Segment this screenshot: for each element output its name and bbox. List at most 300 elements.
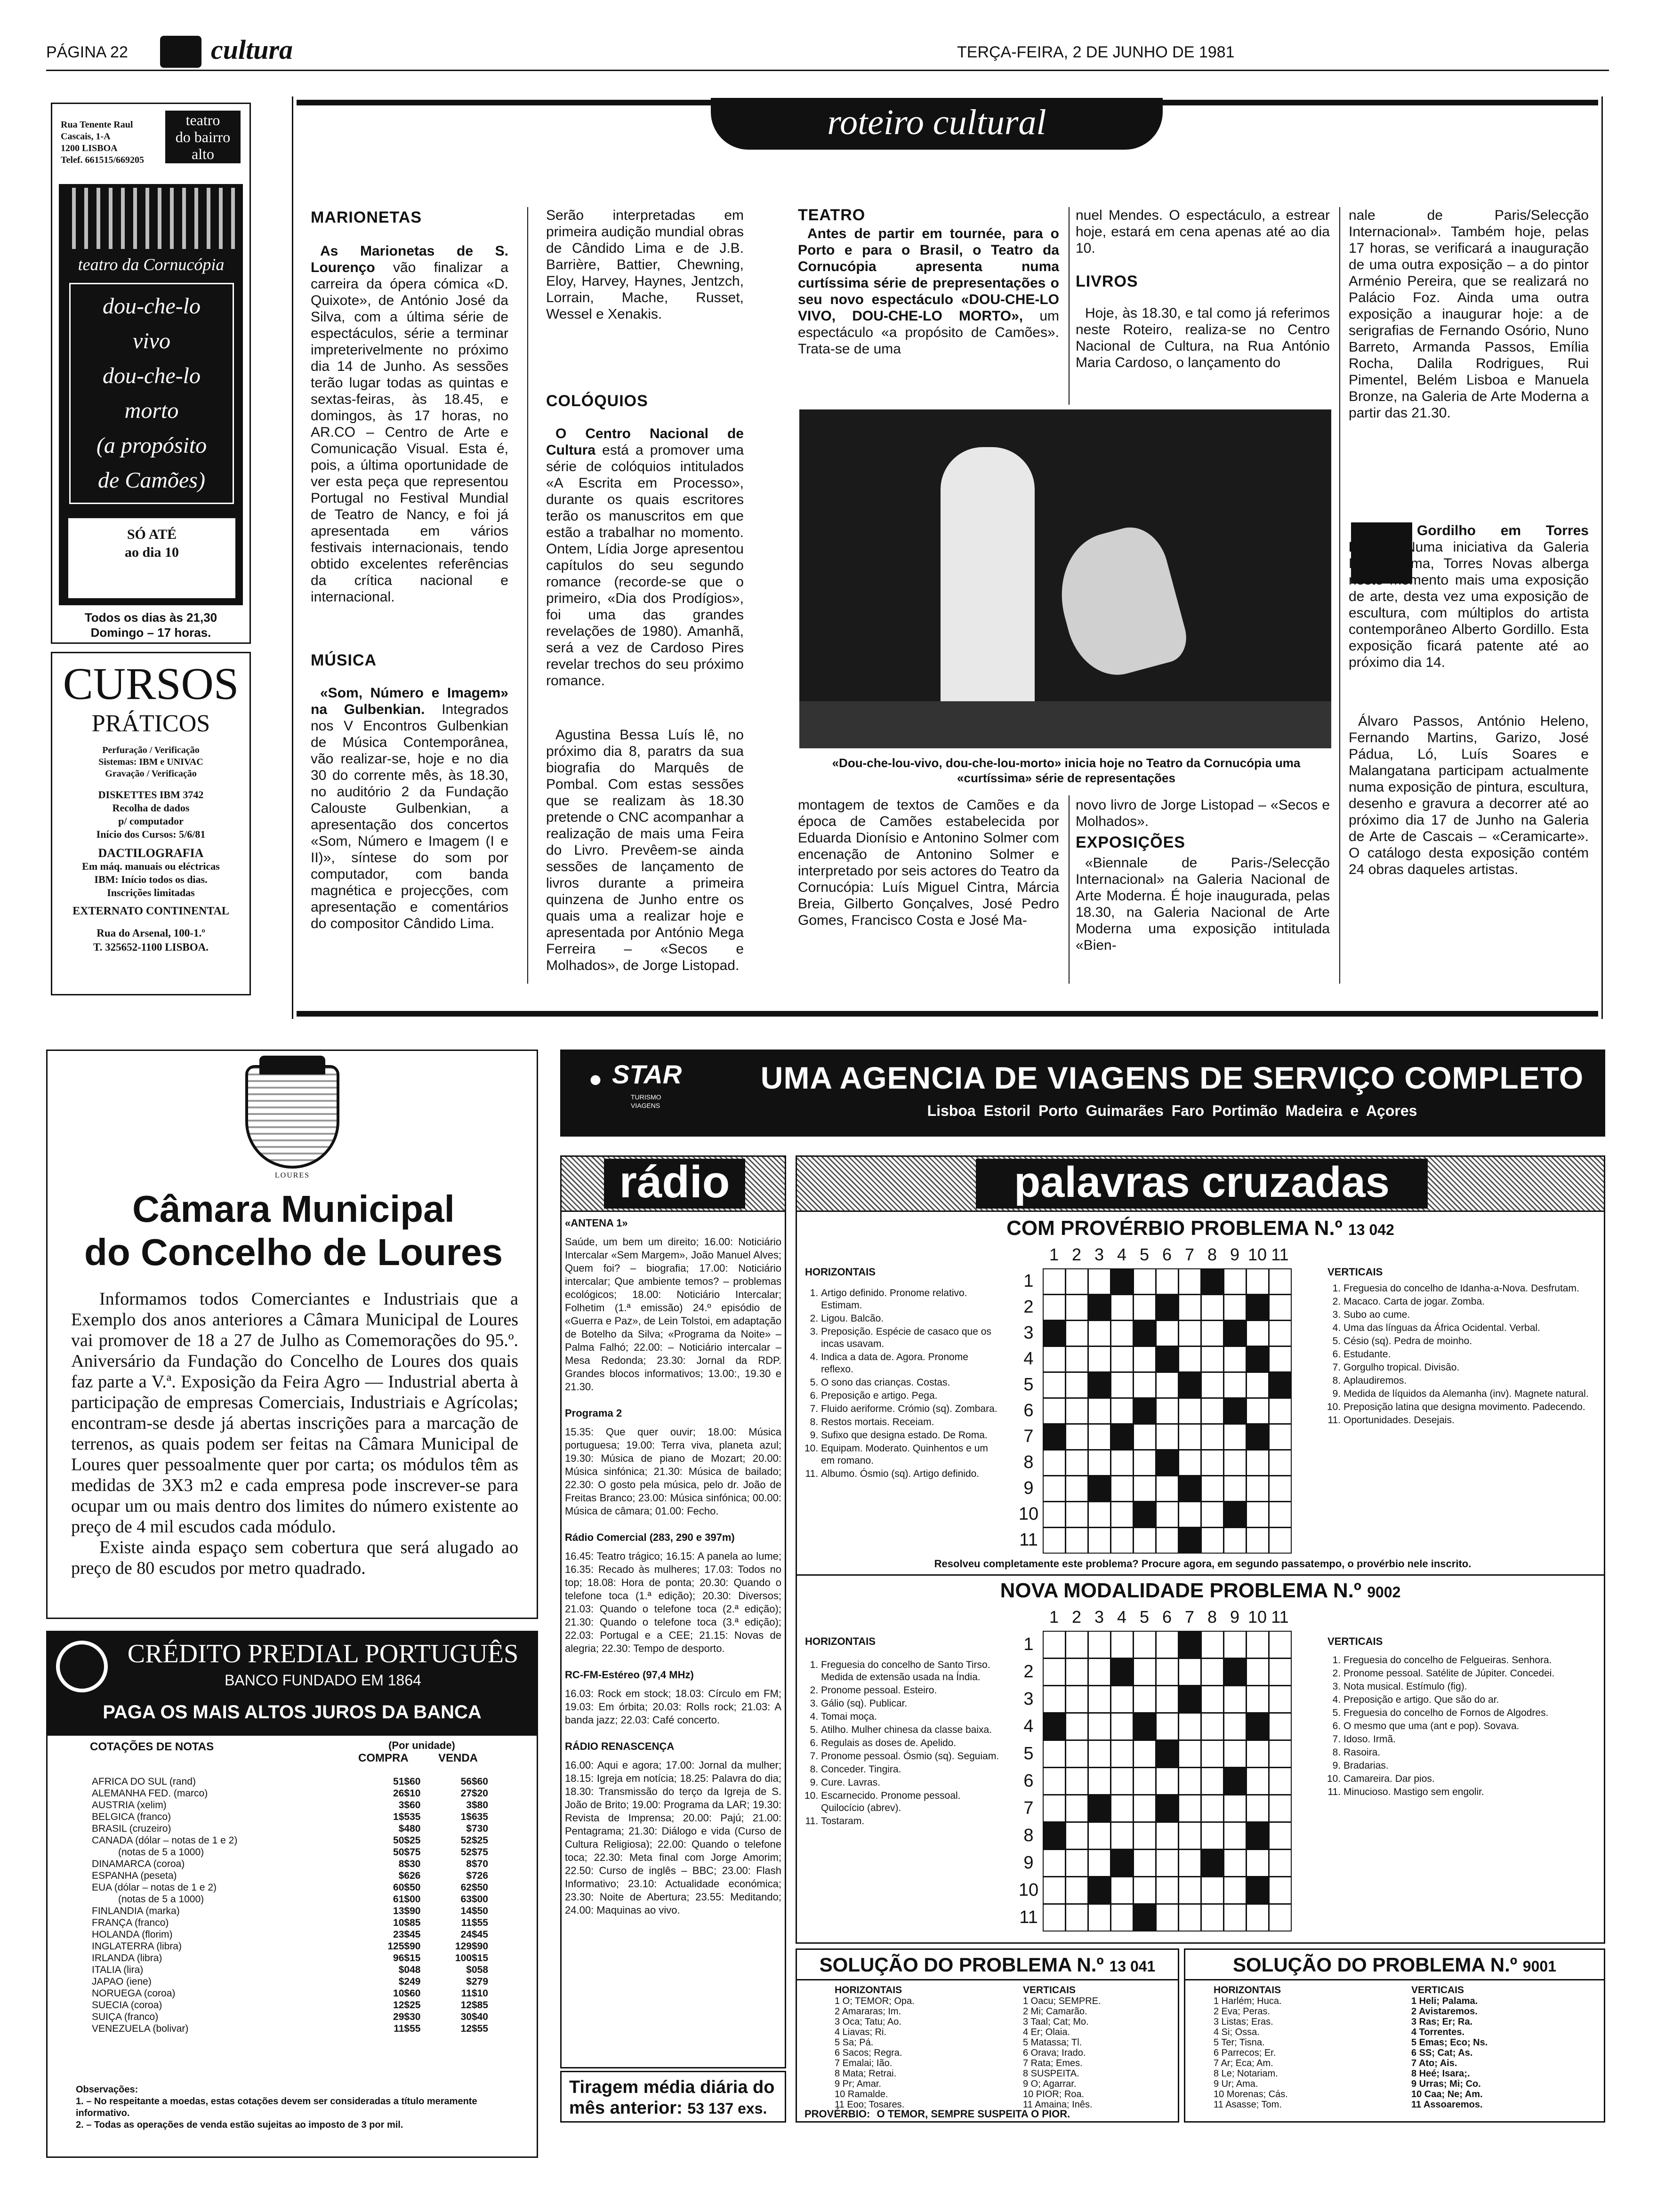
grid-cell (1065, 1450, 1088, 1476)
grid-cell (1043, 1713, 1066, 1740)
grid-cell (1088, 1876, 1111, 1904)
clue-item: 1. Freguesia do concelho de Idanha-a-Nova. Desfrutam. (1343, 1282, 1591, 1295)
solution-line: 10 Morenas; Cás. (1214, 2089, 1288, 2100)
problem1-verticais-title: VERTICAIS (1327, 1266, 1383, 1278)
clue-item: 8. Restos mortais. Receiam. (821, 1416, 1003, 1428)
grid-cell (1223, 1631, 1247, 1659)
grid-cell (1065, 1372, 1088, 1398)
grid-cell (1110, 1398, 1134, 1424)
grid-col-number: 6 (1162, 1245, 1172, 1264)
grid-cell (1133, 1740, 1156, 1768)
clue-item: 7. Pronome pessoal. Ósmio (sq). Seguiam. (821, 1750, 1003, 1763)
grid-cell (1223, 1294, 1247, 1321)
grid-col-number: 10 (1247, 1607, 1267, 1627)
rate-row: CANADA (dólar – notas de 1 e 2) 50$25 52$25 (92, 1835, 488, 1846)
grid-row-number: 3 (1023, 1689, 1034, 1709)
problem2-verticais-title: VERTICAIS (1327, 1635, 1383, 1647)
grid-cell (1223, 1876, 1247, 1904)
grid-col-number: 2 (1071, 1607, 1082, 1627)
solution-line: 3 Taal; Cat; Mo. (1023, 2017, 1089, 2027)
grid-cell (1156, 1876, 1179, 1904)
loures-ad (46, 1050, 538, 1619)
grid-cell (1133, 1450, 1156, 1476)
solution-line: 4 Si; Ossa. (1214, 2027, 1260, 2037)
grid-cell (1088, 1346, 1111, 1372)
clue-item: 4. Tomai moça. (821, 1711, 1003, 1723)
clue-item: 10. Preposição latina que designa movimento. Padecendo. (1343, 1401, 1591, 1413)
rate-row: SUIÇA (franco) 29$30 30$40 (92, 2012, 488, 2022)
grid-cell (1269, 1767, 1292, 1795)
clue-item: 2. Pronome pessoal. Satélite de Júpiter. Concedei. (1343, 1667, 1591, 1680)
grid-cell (1088, 1294, 1111, 1321)
grid-cell (1223, 1904, 1247, 1931)
grid-col-number: 8 (1207, 1245, 1217, 1264)
clue-item: 5. Césio (sq). Pedra de moinho. (1343, 1335, 1591, 1347)
grid-cell (1088, 1795, 1111, 1822)
rate-row: (notas de 5 a 1000) 61$00 63$00 (118, 1894, 488, 1905)
photo-caption: «Dou-che-lou-vivo, dou-che-lou-morto» inicia hoje no Teatro da Cornucópia uma «curtíssima» série de representações (832, 756, 1301, 785)
grid-cell (1269, 1631, 1292, 1659)
solution1-title: SOLUÇÃO DO PROBLEMA N.º 13 041 (819, 1954, 1156, 1976)
grid-cell (1201, 1320, 1224, 1346)
grid-cell (1065, 1767, 1088, 1795)
grid-cell (1178, 1767, 1201, 1795)
grid-cell (1223, 1268, 1247, 1295)
page-header (46, 33, 1609, 71)
grid-cell (1156, 1713, 1179, 1740)
grid-cell (1043, 1450, 1066, 1476)
grid-cell (1043, 1346, 1066, 1372)
school-name: EXTERNATO CONTINENTAL (72, 905, 229, 917)
grid-cell (1223, 1849, 1247, 1877)
cursos-subtitle: PRÁTICOS (91, 710, 210, 737)
grid-cell (1223, 1767, 1247, 1795)
grid-cell (1269, 1822, 1292, 1850)
grid-cell (1178, 1631, 1201, 1659)
grid-cell (1201, 1475, 1224, 1502)
grid-cell (1088, 1372, 1111, 1398)
grid-cell (1269, 1398, 1292, 1424)
rate-row: BELGICA (franco) 1$535 1$635 (92, 1811, 488, 1822)
grid-cell (1110, 1424, 1134, 1450)
page-date: TERÇA-FEIRA, 2 DE JUNHO DE 1981 (957, 43, 1235, 61)
grid-cell (1269, 1268, 1292, 1295)
grid-cell (1246, 1767, 1269, 1795)
grid-cell (1043, 1685, 1066, 1713)
grid-cell (1246, 1372, 1269, 1398)
roteiro-col-4b: novo livro de Jorge Listopad – «Secos e Molhados». EXPOSIÇÕES «Biennale de Paris-/Selecção Internacional» na Galeria Nacional de Arte Moderna. É hoje inaugurada, pelas 18.30, na Galeria Nacional de Arte Moderna uma exposição intitulada «Bien- (1076, 797, 1330, 953)
grid-cell (1043, 1767, 1066, 1795)
grid-cell (1223, 1685, 1247, 1713)
rate-row: VENEZUELA (bolivar) 11$55 12$55 (92, 2023, 488, 2034)
grid-cell (1110, 1320, 1134, 1346)
grid-cell (1110, 1501, 1134, 1528)
solution-line: 5 Sa; Pá. (835, 2037, 874, 2048)
grid-cell (1133, 1527, 1156, 1554)
grid-cell (1246, 1501, 1269, 1528)
grid-cell (1133, 1822, 1156, 1850)
solution-line: 1 Oacu; SEMPRE. (1023, 1996, 1101, 2006)
grid-cell (1110, 1268, 1134, 1295)
clue-item: 10. Escarnecido. Pronome pessoal. Quilocício (abrev). (821, 1790, 1003, 1814)
grid-cell (1043, 1475, 1066, 1502)
grid-cell (1133, 1501, 1156, 1528)
solution-line: 8 Mata; Retrai. (835, 2068, 897, 2079)
grid-cell (1043, 1320, 1066, 1346)
solution-line: 5 Ter; Tisna. (1214, 2037, 1265, 2048)
grid-cell (1065, 1904, 1088, 1931)
header-rule (46, 70, 1609, 71)
grid-cell (1043, 1424, 1066, 1450)
grid-cell (1110, 1685, 1134, 1713)
rate-row: DINAMARCA (coroa) 8$30 8$70 (92, 1859, 488, 1869)
crest-crown-icon (259, 1056, 325, 1074)
grid-cell (1246, 1658, 1269, 1686)
problem1-row-numbers (1017, 1268, 1040, 1556)
solution-line: 3 Ras; Er; Ra. (1411, 2017, 1473, 2027)
solution-line: 11 Amaina; Inês. (1023, 2100, 1093, 2110)
clue-item: 11. Tostaram. (821, 1815, 1003, 1827)
grid-cell (1156, 1372, 1179, 1398)
grid-cell (1088, 1268, 1111, 1295)
grid-cell (1178, 1904, 1201, 1931)
grid-cell (1110, 1372, 1134, 1398)
clue-item: 3. Gálio (sq). Publicar. (821, 1698, 1003, 1710)
grid-cell (1156, 1346, 1179, 1372)
grid-col-number: 4 (1117, 1607, 1127, 1627)
grid-cell (1133, 1849, 1156, 1877)
theatre-photo (799, 409, 1331, 748)
clue-item: 5. Freguesia do concelho de Fornos de Algodres. (1343, 1707, 1591, 1719)
rate-row: IRLANDA (libra) 96$15 100$15 (92, 1953, 488, 1964)
solution2-box: SOLUÇÃO DO PROBLEMA N.º 9001 HORIZONTAIS VERTICAIS 1 Harlém; Huca. 2 Eva; Peras. 3 Listas; Eras. 4 Si; Ossa. 5 Ter; Tisna. 6 Parrecos; Er. 7 Ar; Eca; Am. 8 Le; Notariam. 9 Ur; Ama. 10 Morenas; Cás. 11 Asasse; Tom. 1 Heli; Palama. 2 Avistaremos. 3 Ras; Er; Ra. 4 Torrentes. 5 Emas; Eco; Ns. 6 SS; Cat; As. 7 Ato; Ais. 8 Heé; Isara;. 9 Urras; Mi; Co. 10 Caa; Ne; Am. 11 Assoaremos. (1184, 1948, 1605, 2123)
problem2-col-numbers (1043, 1607, 1292, 1628)
solution-line: 1 Heli; Palama. (1411, 1996, 1478, 2006)
grid-cell (1133, 1685, 1156, 1713)
grid-cell (1065, 1346, 1088, 1372)
solution-line: 2 Amararas; Im. (835, 2006, 901, 2017)
grid-cell (1065, 1501, 1088, 1528)
grid-cell (1201, 1631, 1224, 1659)
grid-cell (1043, 1398, 1066, 1424)
grid-row-number: 2 (1023, 1297, 1034, 1317)
clue-item: 1. Freguesia do concelho de Felgueiras. Senhora. (1343, 1654, 1591, 1667)
grid-cell (1088, 1767, 1111, 1795)
grid-cell (1201, 1501, 1224, 1528)
grid-cell (1065, 1713, 1088, 1740)
grid-cell (1223, 1450, 1247, 1476)
grid-row-number: 10 (1018, 1504, 1039, 1524)
clue-item: 8. Rasoira. (1343, 1747, 1591, 1759)
grid-cell (1043, 1631, 1066, 1659)
grid-cell (1246, 1795, 1269, 1822)
rates-title: COTAÇÕES DE NOTAS (90, 1740, 214, 1753)
grid-cell (1065, 1424, 1088, 1450)
grid-cell (1110, 1475, 1134, 1502)
grid-row-number: 4 (1023, 1349, 1034, 1369)
clue-item: 9. Sufixo que designa estado. De Roma. (821, 1429, 1003, 1442)
grid-cell (1043, 1527, 1066, 1554)
grid-row-number: 11 (1019, 1530, 1038, 1550)
clue-item: 3. Preposição. Espécie de casaco que os incas usavam. (821, 1326, 1003, 1350)
solution-line: 6 Sacos; Regra. (835, 2048, 902, 2058)
grid-cell (1246, 1294, 1269, 1321)
star-brand: STAR (612, 1059, 682, 1089)
solution-line: 7 Rata; Emes. (1023, 2058, 1083, 2068)
clue-item: 8. Conceder. Tingira. (821, 1763, 1003, 1776)
section-logo-icon (160, 36, 201, 68)
grid-cell (1223, 1424, 1247, 1450)
photo-figure-right (1046, 520, 1192, 685)
solution-line: 8 SUSPEITA. (1023, 2068, 1079, 2079)
grid-col-number: 1 (1049, 1607, 1059, 1627)
problem1-horizontais-title: HORIZONTAIS (805, 1266, 876, 1278)
theatre-dates: SÓ ATÉ ao dia 10 (68, 518, 235, 598)
solution-line: 6 SS; Cat; As. (1411, 2048, 1473, 2058)
solution-line: 1 O; TEMOR; Opa. (835, 1996, 915, 2006)
solution1-box: SOLUÇÃO DO PROBLEMA N.º 13 041 HORIZONTAIS VERTICAIS 1 O; TEMOR; Opa. 2 Amararas; Im. 3 Oca; Tatu; Ao. 4 Liavas; Ri. 5 Sa; Pá. 6 Sacos; Regra. 7 Emalai; Ião. 8 Mata; Retrai. 9 Pr; Amar. 10 Ramalde. 11 Eoo; Tosares. 1 Oacu; SEMPRE. 2 Mi; Camarão. 3 Taal; Cat; Mo. 4 Er; Olaia. 5 Matassa; Tl. 6 Orava; Irado. 7 Rata; Emes. 8 SUSPEITA. 9 O; Agarrar. 10 PIOR; Roa. 11 Amaina; Inês. PROVÉRBIO: O TEMOR, SEMPRE SUSPEITA O PIOR. (796, 1948, 1179, 2123)
grid-cell (1178, 1527, 1201, 1554)
grid-cell (1043, 1658, 1066, 1686)
clue-item: 2. Macaco. Carta de jogar. Zomba. (1343, 1296, 1591, 1308)
crest-label: LOURES (274, 1171, 310, 1179)
grid-cell (1133, 1372, 1156, 1398)
clue-item: 7. Idoso. Irmã. (1343, 1733, 1591, 1746)
grid-col-number: 9 (1230, 1245, 1240, 1264)
grid-cell (1269, 1904, 1292, 1931)
grid-col-number: 7 (1184, 1607, 1195, 1627)
problem2-grid (1043, 1631, 1292, 1931)
theatre-times: Todos os dias às 21,30 Domingo – 17 horas. (84, 610, 217, 640)
grid-row-number: 1 (1023, 1635, 1034, 1654)
grid-col-number: 2 (1071, 1245, 1082, 1264)
grid-cell (1156, 1501, 1179, 1528)
grid-cell (1223, 1795, 1247, 1822)
grid-row-number: 7 (1023, 1427, 1034, 1446)
grid-cell (1178, 1294, 1201, 1321)
credito-ad (46, 1631, 538, 2158)
grid-cell (1156, 1822, 1179, 1850)
grid-cell (1246, 1876, 1269, 1904)
radio-listings: «ANTENA 1» Saúde, um bem um direito; 16.00: Noticiário Intercalar «Sem Margem», João Manuel Alves; Quem foi? – biografia; 17.00: Noticiário intercalar; Que ambiente temos? – problemas ecológicos; 18.00: Noticiário Intercalar; Folhetim (1.ª emissão) 24.º episódio de «Guerra e Paz», de Lein Tolstoi, em adaptação de Botelho da Silva; «Programa da Noite» – Palma Falhó; 22.00: – Noticiário intercalar – Mesa Redonda; 23.30: Jornal da RDP. Grandes blocos informativos; 13.00:, 19.30 e 21.30. Programa 2 15.35: Que quer ouvir; 18.00: Música portuguesa; 19.00: Terra viva, planeta azul; 19.30: Música de piano de Mozart; 20.00: Música sinfónica; 21.30: Música de bailado; 22.30: O gosto pela música, pelo dr. João de Freitas Branco; 23.00: Música sinfónica; 00.00: Música de câmara; 01.00: Fecho. Rádio Comercial (283, 290 e 397m) 16.45: Teatro trágico; 16.15: A panela ao lume; 16.35: Recado às mulheres; 17.03: Todos no top; 18.08: Hora de ponta; 20.30: Quando o telefone toca (1.ª edição); 20.30: Diversos; 21.03: Quando o telefone toca (2.ª edição); 21.30: Quando o telefone toca (3.ª edição); 22.03: Portugal e a CEE; 21.15: Novas de alegria; 22.30: Tempo de desporto. RC-FM-Estéreo (97,4 MHz) 16.03: Rock em stock; 18.03: Círculo em FM; 19.03: Em órbita; 20.03: Rolls rock; 21.03: A banda jazz; 22.03: Café concerto. RÁDIO RENASCENÇA 16.00: Aqui e agora; 17.00: Jornal da mulher; 18.15: Igreja em notícia; 18.25: Palavra do dia; 18.30: Transmissão do terço da Igreja de S. João de Brito; 19.00: Programa da LAR; 19.30: Revista de Imprensa; 20.00: Pajú; 21.00: Pentagrama; 21.30: Diálogo e vida (Curso de Cultura Religiosa); 22.00: Quando o telefone toca; 22.30: Meta final com Jorge Amorim; 22.50: Curso de inglês – BBC; 23.00: Flash Informativo; 23.10: Actualidade económica; 23.30: Noite de Abertura; 23.55: Meditando; 24.00: Maquinas ao vivo. (565, 1217, 781, 1916)
solution-line: 11 Assoaremos. (1411, 2100, 1483, 2110)
clue-item: 6. Preposição e artigo. Pega. (821, 1390, 1003, 1402)
grid-cell (1088, 1398, 1111, 1424)
solution1-verticais (1023, 1996, 1174, 2110)
grid-cell (1110, 1631, 1134, 1659)
rate-row: NORUEGA (coroa) 10$60 11$10 (92, 1988, 488, 1999)
grid-cell (1110, 1294, 1134, 1321)
grid-col-number: 7 (1184, 1245, 1195, 1264)
rates-unit: (Por unidade) (388, 1739, 455, 1751)
crosswords-title: palavras cruzadas (976, 1159, 1428, 1209)
star-headline: UMA AGENCIA DE VIAGENS DE SERVIÇO COMPLETO (760, 1060, 1584, 1095)
grid-cell (1088, 1527, 1111, 1554)
cursos-ad: CURSOS PRÁTICOS Perfuração / Verificação Sistemas: IBM e UNIVAC Gravação / Verificação DISKETTES IBM 3742 Recolha de dados p/ computador Início dos Cursos: 5/6/81 DACTILOGRAFIA Em máq. manuais ou eléctricas IBM: Início todos os dias. Inscrições limitadas EXTERNATO CONTINENTAL Rua do Arsenal, 100-1.º T. 325652-1100 LISBOA. (51, 652, 251, 995)
solution-line: 4 Torrentes. (1411, 2027, 1464, 2037)
grid-cell (1246, 1475, 1269, 1502)
grid-cell (1110, 1450, 1134, 1476)
grid-cell (1065, 1527, 1088, 1554)
grid-cell (1065, 1795, 1088, 1822)
solution-line: 7 Ato; Ais. (1411, 2058, 1457, 2068)
grid-cell (1088, 1658, 1111, 1686)
grid-cell (1133, 1631, 1156, 1659)
grid-cell (1133, 1658, 1156, 1686)
grid-row-number: 9 (1023, 1478, 1034, 1498)
grid-cell (1201, 1346, 1224, 1372)
grid-cell (1223, 1527, 1247, 1554)
grid-cell (1201, 1294, 1224, 1321)
grid-cell (1201, 1450, 1224, 1476)
grid-col-number: 5 (1139, 1607, 1150, 1627)
grid-cell (1065, 1740, 1088, 1768)
grid-cell (1043, 1849, 1066, 1877)
grid-cell (1246, 1450, 1269, 1476)
clue-item: 4. Preposição e artigo. Que são do ar. (1343, 1694, 1591, 1706)
clue-item: 10. Equipam. Moderato. Quinhentos e um em romano. (821, 1443, 1003, 1467)
loures-title: Câmara Municipal do Concelho de Loures (84, 1188, 503, 1273)
grid-cell (1133, 1767, 1156, 1795)
grid-cell (1088, 1450, 1111, 1476)
grid-cell (1110, 1849, 1134, 1877)
credito-founded: BANCO FUNDADO EM 1864 (225, 1672, 421, 1689)
grid-cell (1269, 1795, 1292, 1822)
solution-line: 7 Emalai; Ião. (835, 2058, 893, 2068)
grid-cell (1269, 1713, 1292, 1740)
roteiro-col-2: Serão interpretadas em primeira audição mundial obras de Cândido Lima e de J.B. Barrière, Battier, Chewning, Eloy, Harvey, Haynes, Jentzch, Lorrain, Mache, Russet, Wessel e Xenakis. COLÓQUIOS O Centro Nacional de Cultura está a promover uma série de colóquios intitulados «A Escrita em Processo», durante os quais escritores terão os manuscritos em que estão a trabalhar no momento. Ontem, Lídia Jorge apresentou capítulos do seu segundo romance (recorde-se que o primeiro, «Dia dos Prodígios», foi uma das grandes revelações de 1980). Amanhã, será a vez de Cardoso Pires revelar trechos do seu próximo romance. Agustina Bessa Luís lê, no próximo dia 8, paratrs da sua biografia do Marquês de Pombal. Com estas sessões que se realizam às 18.30 pretende o CNC acompanhar a realização de mais uma Feira do Livro. Prevêem-se ainda sessões de lançamento de livros durante a primeira quinzena de Junho entre os quais uma a realizar hoje e apresentada por António Mega Ferreira – «Secos e Molhados», de Jorge Listopad. (546, 208, 744, 973)
grid-cell (1246, 1320, 1269, 1346)
grid-cell (1156, 1424, 1179, 1450)
grid-cell (1178, 1268, 1201, 1295)
solution-line: 4 Liavas; Ri. (835, 2027, 887, 2037)
grid-cell (1246, 1398, 1269, 1424)
roteiro-col-1: MARIONETAS As Marionetas de S. Lourenço vão finalizar a carreira da ópera cómica «D. Quixote», de António José da Silva, com a última série de espectáculos, série a terminar impreterivelmente no próximo dia 14 de Junho. As sessões terão lugar todas as quintas e sextas-feiras, às 18.45, e domingos, às 17 horas, no AR.CO – Centro de Arte e Comunicação Visual. Esta é, pois, a última oportunidade de ver esta peça que representou Portugal no Festival Mundial de Teatro de Nancy, e foi já apresentada em vários festivais internacionais, tendo obtido excelentes referências da crítica nacional e internacional. MÚSICA «Som, Número e Imagem» na Gulbenkian. Integrados nos V Encontros Gulbenkian de Música Contemporânea, vão realizar-se, hoje e no dia 30 do corrente mês, às 18.30, no auditório 2 da Fundação Calouste Gulbenkian, a apresentação dos concertos «Som, Número e Imagem (I e II)», síntese do som por computador, com banda magnética e projecções, com apresentação e comentários do compositor Cândido Lima. (311, 208, 508, 931)
grid-cell (1133, 1904, 1156, 1931)
problem1-grid (1043, 1268, 1292, 1556)
problem1-footer: Resolveu completamente este problema? Procure agora, em segundo passatempo, o provérbio nele inscrito. (934, 1558, 1472, 1570)
grid-cell (1201, 1658, 1224, 1686)
grid-cell (1110, 1767, 1134, 1795)
grid-cell (1110, 1876, 1134, 1904)
credito-slogan: PAGA OS MAIS ALTOS JUROS DA BANCA (103, 1702, 482, 1723)
grid-col-number: 11 (1271, 1607, 1289, 1627)
roteiro-col-4: nuel Mendes. O espectáculo, a estrear hoje, estará em cena apenas até ao dia 10. LIVROS Hoje, às 18.30, e tal como já referimos neste Roteiro, realiza-se no Centro Nacional de Cultura, na Rua António Maria Cardoso, o lançamento do (1076, 208, 1330, 370)
grid-cell (1133, 1713, 1156, 1740)
roteiro-bottom-bar (297, 1011, 1598, 1017)
grid-cell (1178, 1424, 1201, 1450)
solution1-proverb: PROVÉRBIO: O TEMOR, SEMPRE SUSPEITA O PIOR. (804, 2108, 1070, 2120)
grid-cell (1201, 1527, 1224, 1554)
tiragem-box: Tiragem média diária do mês anterior: 53 137 exs. (560, 2071, 786, 2123)
radio-title: rádio (604, 1159, 745, 1209)
grid-cell (1088, 1849, 1111, 1877)
grid-cell (1043, 1372, 1066, 1398)
grid-cell (1065, 1658, 1088, 1686)
solution-line: 8 Heé; Isara;. (1411, 2068, 1470, 2079)
clue-item: 1. Artigo definido. Pronome relativo. Estimam. (821, 1287, 1003, 1312)
grid-cell (1088, 1424, 1111, 1450)
grid-cell (1065, 1822, 1088, 1850)
grid-cell (1088, 1713, 1111, 1740)
theatre-company: teatro da Cornucópia (78, 255, 225, 274)
grid-cell (1065, 1849, 1088, 1877)
grid-col-number: 4 (1117, 1245, 1127, 1264)
grid-cell (1246, 1685, 1269, 1713)
grid-cell (1269, 1849, 1292, 1877)
grid-cell (1156, 1320, 1179, 1346)
grid-cell (1246, 1740, 1269, 1768)
solution-line: 9 Urras; Mi; Co. (1411, 2079, 1481, 2089)
problem2-horizontais-list (805, 1659, 1003, 1828)
rate-row: BRASIL (cruzeiro) $480 $730 (92, 1823, 488, 1834)
rates-table (90, 1776, 490, 2035)
grid-cell (1223, 1658, 1247, 1686)
grid-cell (1269, 1372, 1292, 1398)
grid-cell (1133, 1876, 1156, 1904)
grid-cell (1156, 1398, 1179, 1424)
clue-item: 7. Fluido aeriforme. Crómio (sq). Zombara. (821, 1403, 1003, 1415)
problem2-header: NOVA MODALIDADE PROBLEMA N.º 9002 (1000, 1579, 1401, 1602)
grid-cell (1133, 1475, 1156, 1502)
clue-item: 6. O mesmo que uma (ant e pop). Sovava. (1343, 1720, 1591, 1732)
star-burst-icon (579, 1064, 612, 1097)
section-title: cultura (211, 34, 293, 65)
grid-cell (1246, 1346, 1269, 1372)
grid-cell (1246, 1631, 1269, 1659)
solution-line: 9 Pr; Amar. (835, 2079, 881, 2089)
grid-cell (1133, 1795, 1156, 1822)
roteiro-col-3: TEATRO Antes de partir em tournée, para o Porto e para o Brasil, o Teatro da Cornucópia apresenta numa curtíssima série de prepresentações o seu novo espectáculo «DOU-CHE-LO VIVO, DOU-CHE-LO MORTO», um espectáculo «a propósito de Camões». Trata-se de uma (798, 206, 1060, 357)
clue-item: 3. Subo ao cume. (1343, 1309, 1591, 1321)
grid-cell (1156, 1795, 1179, 1822)
clue-item: 11. Oportunidades. Desejais. (1343, 1414, 1591, 1427)
grid-col-number: 5 (1139, 1245, 1150, 1264)
grid-cell (1088, 1822, 1111, 1850)
grid-cell (1088, 1320, 1111, 1346)
grid-cell (1201, 1822, 1224, 1850)
clue-item: 1. Freguesia do concelho de Santo Tirso. Medida de extensão usada na Índia. (821, 1659, 1003, 1683)
rate-row: ALEMANHA FED. (marco) 26$10 27$20 (92, 1788, 488, 1799)
grid-cell (1223, 1320, 1247, 1346)
grid-row-number: 7 (1023, 1798, 1034, 1818)
grid-cell (1246, 1527, 1269, 1554)
grid-cell (1110, 1346, 1134, 1372)
grid-col-number: 9 (1230, 1607, 1240, 1627)
problem1-header: COM PROVÉRBIO PROBLEMA N.º 13 042 (1006, 1217, 1394, 1240)
clue-item: 3. Nota musical. Estímulo (fig). (1343, 1681, 1591, 1693)
grid-cell (1043, 1822, 1066, 1850)
solution2-verticais (1411, 1996, 1590, 2110)
solution-line: 10 Caa; Ne; Am. (1411, 2089, 1483, 2100)
grid-row-number: 8 (1023, 1826, 1034, 1845)
clue-item: 8. Aplaudiremos. (1343, 1375, 1591, 1387)
figures-illustration-icon (64, 188, 238, 249)
grid-cell (1110, 1658, 1134, 1686)
grid-cell (1088, 1685, 1111, 1713)
problem2-row-numbers (1017, 1631, 1040, 1931)
grid-cell (1201, 1876, 1224, 1904)
grid-cell (1043, 1795, 1066, 1822)
problem2-verticais-list (1327, 1654, 1591, 1799)
grid-cell (1178, 1876, 1201, 1904)
grid-cell (1269, 1740, 1292, 1768)
clue-item: 6. Regulais as doses de. Apelido. (821, 1737, 1003, 1749)
clue-item: 4. Uma das línguas da África Ocidental. Verbal. (1343, 1322, 1591, 1334)
clue-item: 7. Gorgulho tropical. Divisão. (1343, 1362, 1591, 1374)
problem1-col-numbers (1043, 1245, 1292, 1266)
solution-line: 11 Eoo; Tosares. (835, 2100, 905, 2110)
